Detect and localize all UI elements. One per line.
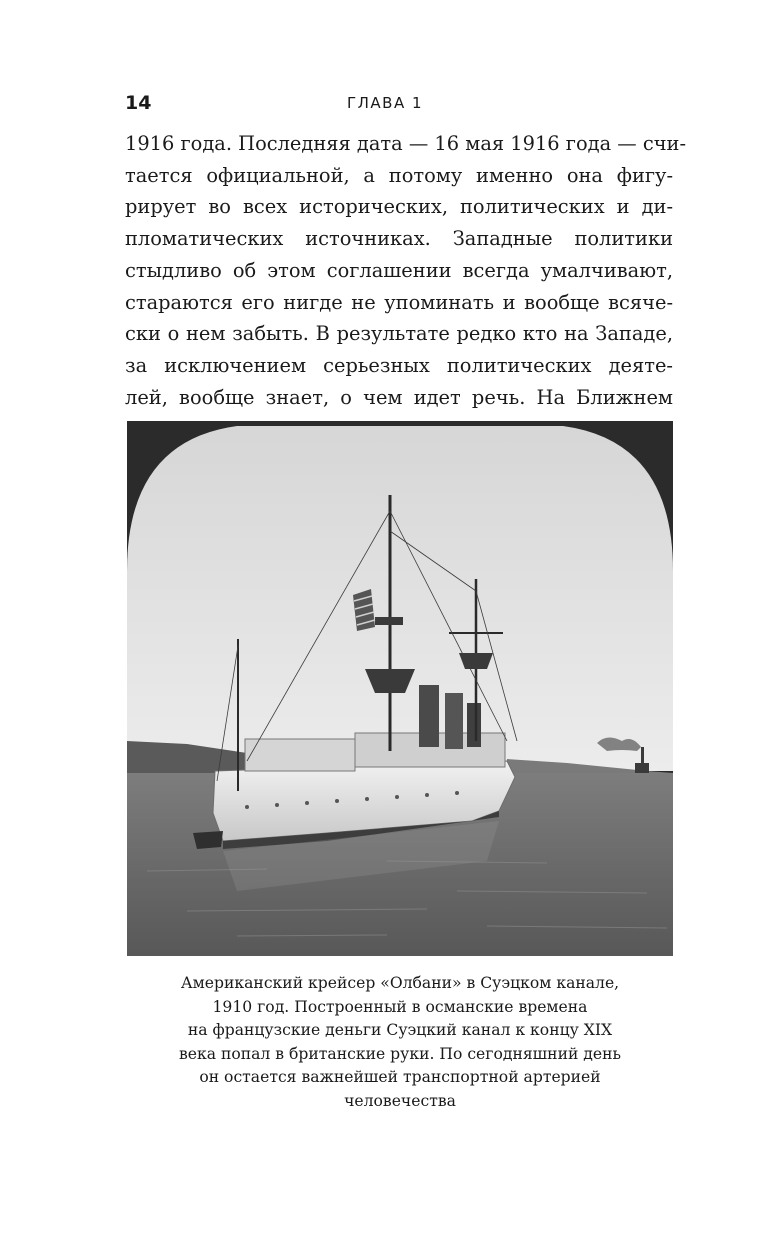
body-line: рирует во всех исторических, политических и ди- (125, 195, 673, 219)
body-line: пломатических источниках. Западные политики (125, 227, 673, 251)
caption-line: на французские деньги Суэцкий канал к концу XIX (187, 1021, 613, 1039)
cruiser-photo (127, 421, 673, 956)
body-line: ски о нем забыть. В результате редко кто на Западе, (125, 322, 673, 346)
caption-line: Американский крейсер «Олбани» в Суэцком канале, (180, 974, 620, 992)
caption-line: века попал в британские руки. По сегодняшний день (178, 1044, 622, 1063)
caption-line: он остается важнейшей транспортной артерией (199, 1068, 601, 1086)
body-line: тается официальной, а потому именно она фигу- (125, 163, 673, 187)
body-text (125, 128, 687, 413)
body-line: лей, вообще знает, о чем идет речь. На Ближнем (125, 385, 673, 409)
body-line: 1916 года. Последняя дата — 16 мая 1916 года — счи- (125, 132, 687, 155)
photo-caption (100, 972, 700, 1113)
running-head: ГЛАВА 1 (346, 94, 424, 112)
body-line: стыдливо об этом соглашении всегда умалчивают, (125, 258, 673, 282)
body-line: стараются его нигде не упоминать и вообще всяче- (125, 290, 673, 314)
caption-line: 1910 год. Построенный в османские времена (212, 997, 588, 1016)
page-number: 14 (125, 92, 152, 114)
caption-line: человечества (344, 1091, 456, 1110)
body-line: за исключением серьезных политических деяте- (125, 353, 673, 377)
